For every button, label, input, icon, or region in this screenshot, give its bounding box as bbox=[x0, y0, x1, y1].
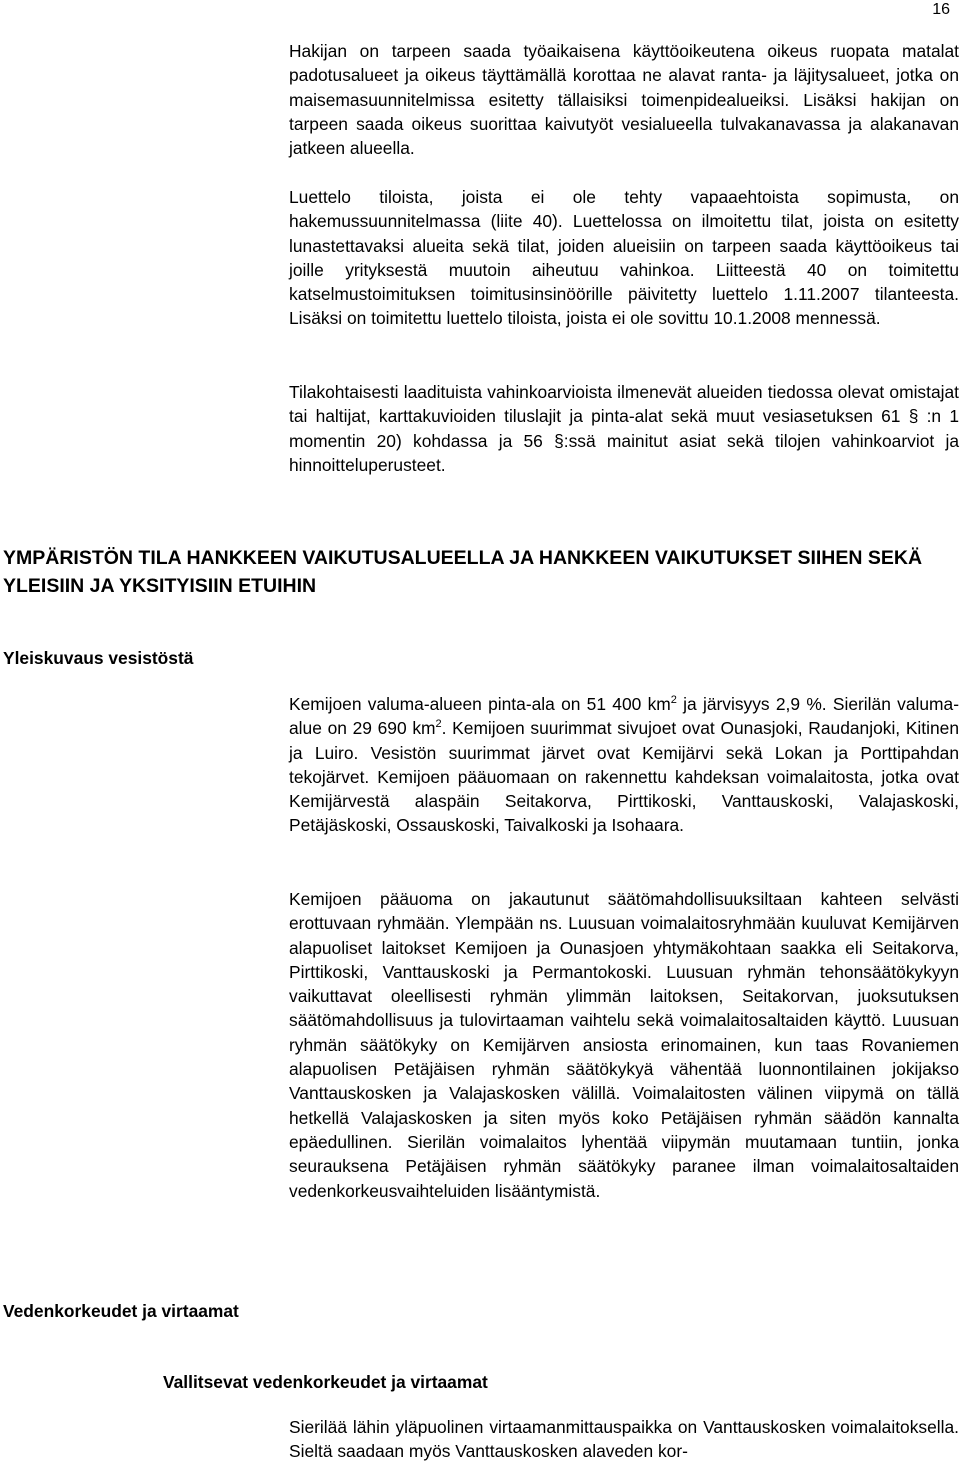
catchment-text-b: ja järvisyys 2,9 %. Sierilän valuma-alue on 29 690 km bbox=[289, 694, 959, 739]
catchment-text-a: Kemijoen valuma-alueen pinta-ala on 51 400 km bbox=[289, 694, 671, 714]
paragraph-power-plant-groups: Kemijoen pääuoma on jakautunut säätömahdollisuuksiltaan kahteen selvästi erottuvaan ryhmään. Ylempään ns. Luusuan voimalaitosryhmään kuuluvat Kemijärven alapuoliset laitokset Kemijoen ja Ounasjoen yhtymäkohtaan saakka eli Seitakorva, Pirttikoski, Vanttauskoski ja Permantokoski. Luusuan ryhmän tehonsäätökykyyn vaikuttavat oleellisesti ryhmän ylimmän laitoksen, Seitakorvan, juoksutuksen säätömahdollisuus ja tulovirtaaman vaihtelu sekä voimalaitosaltaiden käyttö. Luusuan ryhmän säätökyky on Kemijärven ansiosta erinomainen, kun taas Rovaniemen alapuolisen Petäjäisen ryhmän säätökykyä vähentää luonnontilainen jokijakso Vanttauskosken ja Valajaskosken välillä. Voimalaitosten välinen viipymä on tällä hetkellä Valajaskosken ja siten myös koko Petäjäisen ryhmän säädön kannalta epäedullinen. Sierilän voimalaitos lyhentää viipymän muutamaan tuntiin, jonka seurauksena Petäjäisen ryhmän säätökyky paranee ilman voimalaitosaltaiden vedenkorkeusvaihteluiden lisääntymistä. bbox=[289, 889, 959, 1201]
page-number: 16 bbox=[932, 1, 950, 18]
paragraph-damage-estimates: Tilakohtaisesti laadituista vahinkoarvioista ilmenevät alueiden tiedossa olevat omistajat tai haltijat, karttakuvioiden tiluslajit ja pinta-alat sekä muut vesiasetuksen 61 § :n 1 momentin 20) kohdassa ja 56 §:ssä mainitut asiat sekä tilojen vahinkoarviot ja hinnoitteluperusteet. bbox=[289, 382, 959, 475]
heading-watershed-overview: Yleiskuvaus vesistöstä bbox=[3, 648, 194, 668]
paragraph-catchment-area bbox=[289, 692, 959, 838]
section-heading: YMPÄRISTÖN TILA HANKKEEN VAIKUTUSALUEELLA JA HANKKEEN VAIKUTUKSET SIIHEN SEKÄ YLEISIIN JA YKSITYISIIN ETUIHIN bbox=[3, 547, 923, 597]
superscript-2: 2 bbox=[435, 718, 442, 731]
paragraph-usage-rights: Hakijan on tarpeen saada työaikaisena käyttöoikeutena oikeus ruopata matalat padotusalueet ja oikeus täyttämällä korottaa ne alavat ranta- ja läjitysalueet, jotka on maisemasuunnitelmissa esitetty tällaisiksi toimenpidealueiksi. Lisäksi hakijan on tarpeen saada oikeus suorittaa kaivutyöt vesialueella tulvakanavassa ja alakanavan jatkeen alueella. bbox=[289, 41, 959, 159]
catchment-text-c: . Kemijoen suurimmat sivujoet ovat Ounasjoki, Raudanjoki, Kitinen ja Luiro. Vesistön suurimmat järvet ovat Kemijärvi sekä Lokan ja Porttipahdan tekojärvet. Kemijoen pääuomaan on rakennettu kahdeksan voimalaitosta, jotka ovat Kemijärvestä alaspäin Seitakorva, Pirttikoski, Vanttauskoski, Valajaskoski, Petäjäskoski, Ossauskoski, Taivalkoski ja Isohaara. bbox=[289, 718, 960, 836]
heading-water-levels-flows: Vedenkorkeudet ja virtaamat bbox=[3, 1301, 239, 1321]
superscript-2: 2 bbox=[670, 694, 677, 707]
paragraph-property-list: Luettelo tiloista, joista ei ole tehty vapaaehtoista sopimusta, on hakemussuunnitelmassa (liite 40). Luettelossa on ilmoitettu tilat, joista on esitetty lunastettavaksi alueita sekä tilat, joiden alueisiin on tarpeen saada käyttöoikeus tai joille yrityksestä muutoin aiheutuu vahinkoa. Liitteestä 40 on toimitettu katselmustoimituksen toimitusinsinöörille päivitetty luettelo 1.11.2007 tilanteesta. Lisäksi on toimitettu luettelo tiloista, joista ei ole sovittu 10.1.2008 mennessä. bbox=[289, 187, 959, 329]
heading-prevailing-water-levels: Vallitsevat vedenkorkeudet ja virtaamat bbox=[163, 1372, 488, 1392]
paragraph-flow-measurement: Sierilää lähin yläpuolinen virtaamanmittauspaikka on Vanttauskosken voimalaitoksella. Sieltä saadaan myös Vanttauskosken alaveden kor- bbox=[289, 1417, 959, 1462]
